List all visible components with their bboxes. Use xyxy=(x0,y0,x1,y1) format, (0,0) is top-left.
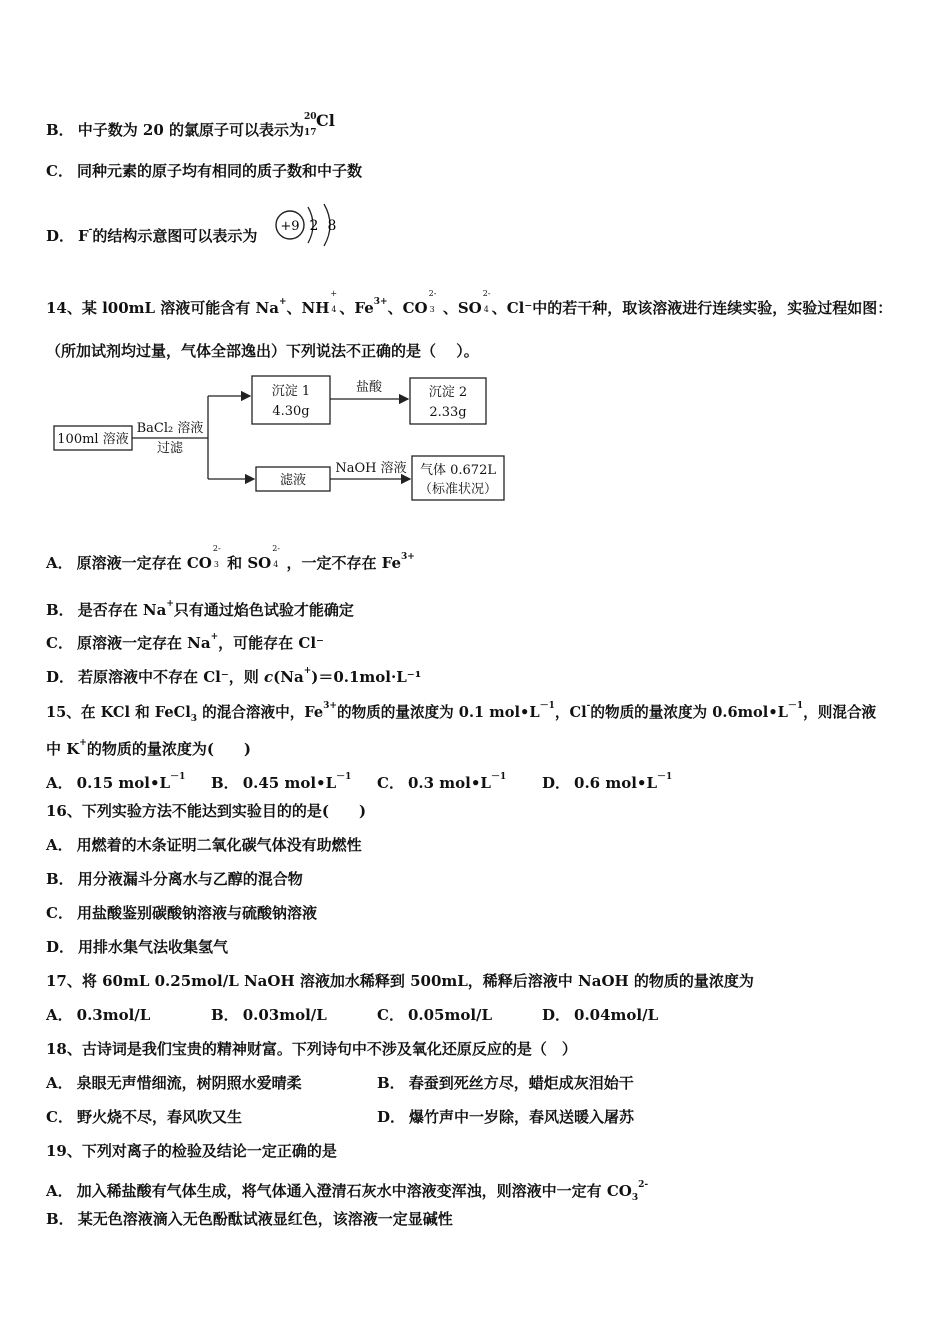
q18-options-row1 xyxy=(46,1073,746,1093)
fluoride-atomic-structure-diagram xyxy=(272,202,344,248)
q16-option-d: D． 用排水集气法收集氢气 xyxy=(46,938,229,956)
q19-stem: 19、下列对离子的检验及结论一定正确的是 xyxy=(46,1142,337,1160)
precipitate-2-name: 沉淀 2 xyxy=(428,385,468,400)
precipitate-1-mass: 4.30g xyxy=(272,404,310,419)
q18-stem: 18、古诗词是我们宝贵的精神财富。下列诗句中不涉及氧化还原反应的是（ ） xyxy=(46,1040,577,1058)
reagent-bacl2: BaCl₂ 溶液 xyxy=(136,421,204,436)
q18-option-c: C． 野火烧不尽，春风吹又生 xyxy=(46,1108,242,1126)
chlorine-isotope-symbol: 20 17 Cl xyxy=(304,111,335,138)
q19-option-a: A． 加入稀盐酸有气体生成，将气体通入澄清石灰水中溶液变浑浊，则溶液中一定有 $CO_3^{2-}$ xyxy=(46,1180,649,1203)
q16-option-a: A． 用燃着的木条证明二氧化碳气体没有助燃性 xyxy=(46,836,362,854)
q18-option-d: D． 爆竹声中一岁除，春风送暖入屠苏 xyxy=(377,1108,635,1126)
q17-option-c: C． 0.05mol/L xyxy=(377,1006,493,1024)
q13-option-d: D． F-的结构示意图可以表示为 xyxy=(46,225,258,245)
q14-experiment-flow-diagram xyxy=(50,368,510,508)
q17-stem: 17、将 60mL 0.25mol/L NaOH 溶液加水稀释到 500mL，稀释后溶液中 NaOH 的物质的量浓度为 xyxy=(46,972,754,990)
q16-option-b: B． 用分液漏斗分离水与乙醇的混合物 xyxy=(46,870,303,888)
q14-stem-line2: （所加试剂均过量，气体全部逸出）下列说法不正确的是（ ）。 xyxy=(46,342,479,360)
nucleus-charge: +9 xyxy=(280,219,300,234)
q14-option-d: D． 若原溶液中不存在 Cl⁻，则 c(Na+)＝0.1mol·L⁻¹ xyxy=(46,666,422,686)
q13-option-c: C． 同种元素的原子均有相同的质子数和中子数 xyxy=(46,162,362,180)
q18-options-row2 xyxy=(46,1107,746,1127)
q17-option-d: D． 0.04mol/L xyxy=(542,1006,659,1024)
q19-option-b: B． 某无色溶液滴入无色酚酞试液显红色，该溶液一定显碱性 xyxy=(46,1210,453,1228)
start-label: 100ml 溶液 xyxy=(57,432,129,447)
q15-option-a: A． 0.15 $mol•L^{-1}$ xyxy=(46,772,186,792)
q17-option-a: A． 0.3mol/L xyxy=(46,1006,151,1024)
q15-stem-line1: 15、在 KCl 和 FeCl$_3$ 的混合溶液中，$Fe^{3+}$的物质的量浓度为 0.1 $mol•L^{-1}$，Cl-的物质的量浓度为 $0.6mol•L^{-1}$，则混合液 xyxy=(46,701,877,724)
q15-stem-line2: 中 K+的物质的量浓度为( ) xyxy=(46,738,252,758)
shell-1-electrons: 2 xyxy=(309,218,319,234)
q14-option-c: C． 原溶液一定存在 Na+，可能存在 Cl⁻ xyxy=(46,632,324,652)
q15-option-c: C． 0.3 $mol•L^{-1}$ xyxy=(377,772,507,792)
q15-options xyxy=(46,767,746,792)
q17-options xyxy=(46,1005,746,1025)
q17-option-b: B． 0.03mol/L xyxy=(211,1006,327,1024)
option-label: B． xyxy=(46,121,74,139)
reagent-hcl: 盐酸 xyxy=(355,380,383,395)
operation-filter: 过滤 xyxy=(156,441,184,456)
q14-stem-line1: 14、某 l00mL 溶液可能含有 Na+、NH + 4 、$Fe^{3+}$、CO 2- 3 、SO 2- 4 、Cl⁻中的若干种，取该溶液进行连续实验，实验过程如图： xyxy=(46,289,893,317)
reagent-naoh: NaOH 溶液 xyxy=(335,461,407,476)
q15-option-d: D． 0.6 $mol•L^{-1}$ xyxy=(542,772,673,792)
q16-option-c: C． 用盐酸鉴别碳酸钠溶液与硫酸钠溶液 xyxy=(46,904,317,922)
filtrate-label: 滤液 xyxy=(279,473,307,488)
q16-stem: 16、下列实验方法不能达到实验目的的是( ) xyxy=(46,802,367,820)
gas-volume: 气体 0.672L xyxy=(420,463,496,478)
q15-option-b: B． 0.45 $mol•L^{-1}$ xyxy=(211,772,352,792)
shell-2-electrons: 8 xyxy=(327,218,337,234)
q18-option-a: A． 泉眼无声惜细流，树阴照水爱晴柔 xyxy=(46,1074,302,1092)
q13-option-b xyxy=(46,111,338,140)
precipitate-2-mass: 2.33g xyxy=(429,405,467,420)
q18-option-b: B． 春蚕到死丝方尽，蜡炬成灰泪始干 xyxy=(377,1074,634,1092)
q14-option-b: B． 是否存在 Na+只有通过焰色试验才能确定 xyxy=(46,599,354,619)
gas-condition: （标准状况） xyxy=(418,482,498,497)
option-text: 中子数为 20 的氯原子可以表示为 xyxy=(77,121,305,139)
precipitate-1-name: 沉淀 1 xyxy=(271,384,311,399)
q14-option-a: A． 原溶液一定存在 CO 2- 3 和 SO 2- 4 ，一定不存在 $Fe^{3+}$ xyxy=(46,544,415,572)
